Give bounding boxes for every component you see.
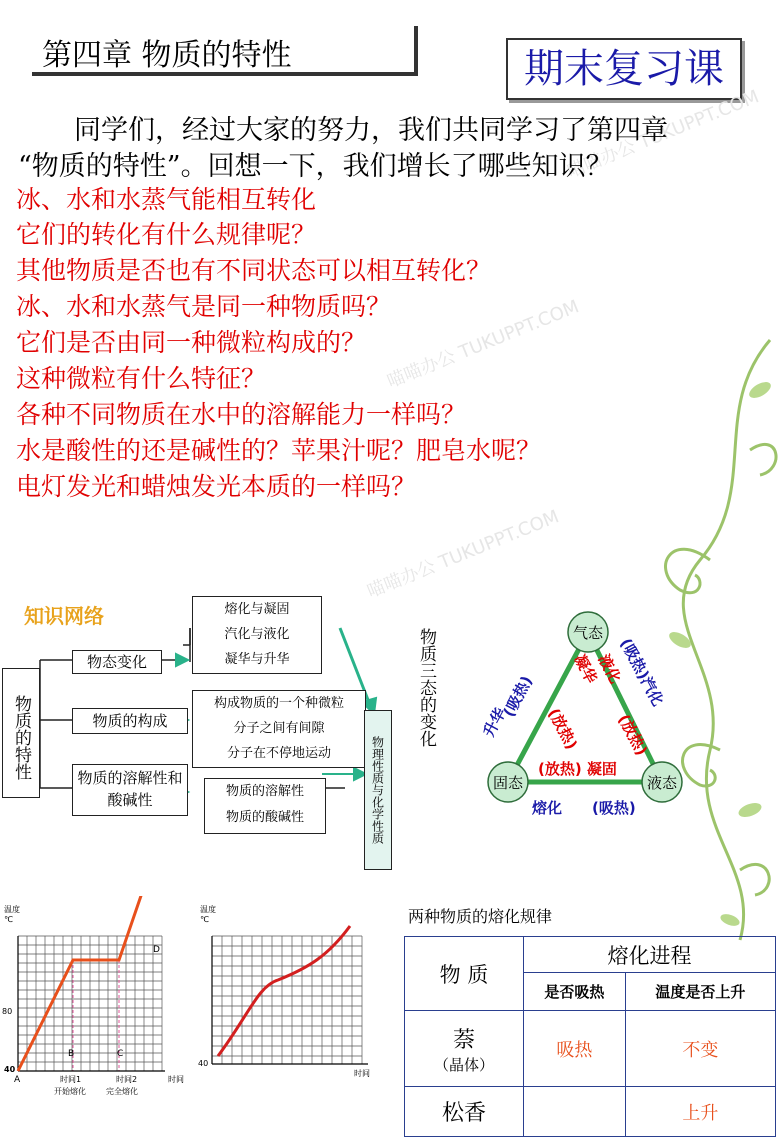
question-item: 它们的转化有什么规律呢？ [16, 220, 317, 249]
tick-label: 完全熔化 [106, 1087, 138, 1096]
question-item: 电灯发光和蜡烛发光本质的一样吗？ [16, 472, 417, 501]
table-cell: 萘 （晶体） [405, 1011, 524, 1087]
states-triangle [470, 600, 710, 830]
intro-line-2: “物质的特性”。回想一下，我们增长了哪些知识？ [18, 151, 613, 182]
table-header: 物 质 [405, 937, 524, 1011]
table-cell: 松香 [405, 1087, 524, 1137]
network-leaf: 凝华与升华 [224, 652, 290, 667]
tick-label: 80 [2, 1007, 13, 1016]
state-node-label: 气态 [572, 624, 604, 642]
process-label: 凝华 [570, 651, 601, 687]
table-cell [524, 1087, 626, 1137]
state-node-label: 固态 [492, 774, 524, 792]
melting-chart-amorphous [198, 896, 388, 1102]
process-label: (吸热)汽化 [616, 635, 667, 709]
process-label: (吸热) [499, 672, 537, 720]
question-item: 冰、水和水蒸气能相互转化 [16, 185, 317, 214]
table-header: 温度是否上升 [625, 973, 775, 1011]
tick-label: 时间2 [116, 1075, 138, 1084]
network-root: 物质的特性 [2, 668, 40, 798]
tick-label: 40 [198, 1059, 209, 1068]
network-leaf: 分子在不停地运动 [226, 746, 331, 761]
table-cell: 上升 [625, 1087, 775, 1137]
network-leaf: 分子之间有间隙 [233, 721, 325, 736]
network-heading: 知识网络 [24, 604, 104, 628]
lesson-title: 期末复习课 [506, 38, 742, 100]
point-label: D [153, 945, 160, 955]
table-cell: 不变 [625, 1011, 775, 1087]
network-leaf-group [204, 778, 326, 834]
network-leaf: 物质的酸碱性 [225, 810, 304, 825]
axis-label: 时间 [168, 1075, 184, 1084]
chapter-title: 第四章 物质的特性 [42, 38, 292, 73]
question-item: 各种不同物质在水中的溶解能力一样吗？ [16, 400, 467, 429]
process-label: (吸热) [592, 799, 636, 817]
chart-line-crystal [18, 896, 157, 1071]
table-row [405, 1011, 776, 1087]
point-label: A [14, 1075, 21, 1085]
network-branch: 物质的构成 [72, 708, 188, 734]
tick-label: 时间1 [60, 1075, 82, 1084]
three-states-title: 物质三态的变化 [416, 628, 436, 747]
network-leaf-group [192, 596, 322, 674]
point-label: C [117, 1049, 124, 1059]
watermark: 喵喵办公 TUKUPPT.COM [564, 86, 762, 183]
process-label: 升华 [479, 704, 510, 740]
network-leaf: 物质的溶解性 [225, 784, 304, 799]
state-node-label: 液态 [646, 774, 678, 792]
network-leaf-group [192, 690, 366, 768]
melting-table [404, 936, 776, 1137]
axis-label: 温度℃ [200, 905, 216, 924]
table-header: 熔化进程 [524, 937, 776, 973]
melting-chart-crystal [0, 896, 200, 1102]
chart-line-amorphous [218, 926, 350, 1056]
tick-label: 40 [4, 1065, 16, 1074]
table-caption: 两种物质的熔化规律 [408, 907, 553, 926]
network-leaf: 构成物质的一个种微粒 [213, 696, 344, 711]
process-label: (放热) 凝固 [538, 760, 617, 778]
intro-line-1: 同学们，经过大家的努力，我们共同学习了第四章 [74, 115, 668, 146]
question-item: 它们是否由同一种微粒构成的？ [16, 328, 367, 357]
network-branch: 物态变化 [72, 650, 162, 674]
process-label: (放热) [544, 705, 581, 753]
process-label: 熔化 [532, 799, 563, 817]
network-branch: 物质的溶解性和酸碱性 [72, 764, 188, 816]
point-label: B [68, 1049, 75, 1059]
table-header: 是否吸热 [524, 973, 626, 1011]
process-label: 液化 [594, 651, 625, 687]
question-item: 这种微粒有什么特征？ [16, 364, 267, 393]
table-cell: 吸热 [524, 1011, 626, 1087]
question-item: 水是酸性的还是碱性的？苹果汁呢？肥皂水呢？ [16, 436, 542, 465]
network-right-box: 物理性质与化学性质 [364, 710, 392, 870]
axis-label: 温度℃ [4, 905, 20, 924]
watermark: 喵喵办公 TUKUPPT.COM [364, 506, 562, 603]
question-item: 冰、水和水蒸气是同一种物质吗？ [16, 292, 392, 321]
watermark: 喵喵办公 TUKUPPT.COM [384, 296, 582, 393]
tick-label: 开始熔化 [54, 1087, 86, 1096]
question-item: 其他物质是否也有不同状态可以相互转化？ [16, 256, 492, 285]
table-row [405, 1087, 776, 1137]
axis-label: 时间 [354, 1069, 370, 1078]
process-label: (放热) [614, 711, 651, 759]
network-leaf: 熔化与凝固 [224, 602, 290, 617]
network-leaf: 汽化与液化 [224, 627, 290, 642]
